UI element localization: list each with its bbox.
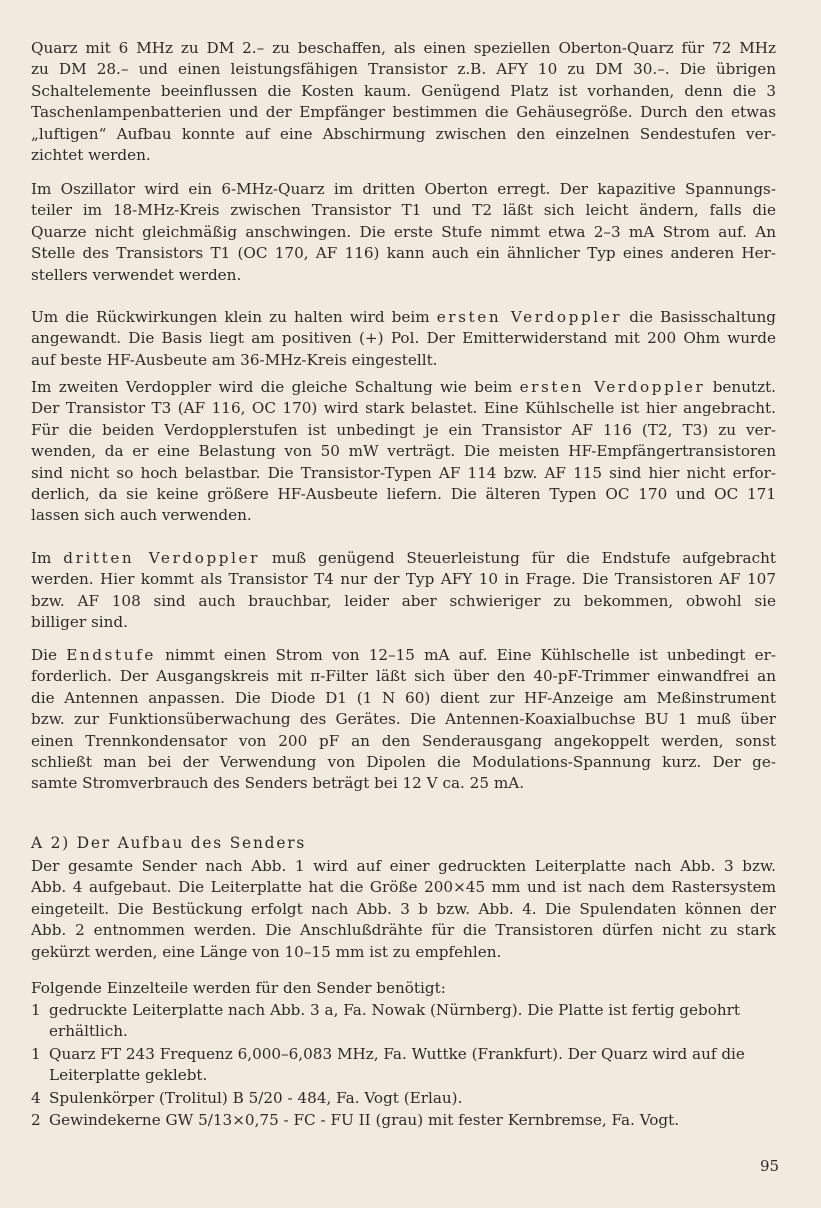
emphasis-text: dritten Verdoppler xyxy=(63,549,260,567)
emphasis-text: ersten Verdoppler xyxy=(436,308,623,326)
text-line: Gewindekerne GW 5/13×0,75 - FC - FU II (grau) mit fester Kernbremse, Fa. Vogt. xyxy=(49,1111,680,1129)
text-line: derlich, da sie keine größere HF-Ausbeute liefern. Die älteren Typen OC 170 und OC 171 xyxy=(31,485,776,504)
text-line: lassen sich auch verwenden. xyxy=(31,506,252,525)
list-quantity: 2 xyxy=(31,1111,41,1129)
text-line: bzw. AF 108 sind auch brauchbar, leider aber schwieriger zu bekommen, obwohl sie xyxy=(31,591,776,610)
text-line: zichtet werden. xyxy=(31,146,151,165)
text-line: erhältlich. xyxy=(49,1022,128,1041)
text-line: auf beste HF-Ausbeute am 36-MHz-Kreis eingestellt. xyxy=(31,350,438,369)
paragraph-final-stage xyxy=(31,645,776,795)
text-line: Der gesamte Sender nach Abb. 1 wird auf einer gedruckten Leiterplatte nach Abb. 3 bzw. xyxy=(31,857,776,875)
text-line: die Antennen anpassen. Die Diode D1 (1 N 60) dient zur HF-Anzeige am Meßinstrument xyxy=(31,688,776,707)
text-line: Für die beiden Verdopplerstufen ist unbedingt je ein Transistor AF 116 (T2, T3) zu ver- xyxy=(31,420,776,439)
paragraph-oscillator xyxy=(31,179,776,286)
text-line: werden. Hier kommt als Transistor T4 nur der Typ AFY 10 in Frage. Die Transistoren AF 107 xyxy=(31,570,776,589)
text-line: sind nicht so hoch belastbar. Die Transistor-Typen AF 114 bzw. AF 115 sind hier nicht erfor- xyxy=(31,463,776,482)
text-line: Spulenkörper (Trolitul) B 5/20 - 484, Fa. Vogt (Erlau). xyxy=(49,1089,463,1107)
text-line: billiger sind. xyxy=(31,613,128,632)
text-line: schließt man bei der Verwendung von Dipolen die Modulations-Spannung kurz. Der ge- xyxy=(31,753,776,772)
text-line: Im dritten Verdoppler muß genügend Steuerleistung für die Endstufe aufgebracht xyxy=(31,549,776,567)
text-line: „luftigen“ Aufbau konnte auf eine Abschirmung zwischen den einzelnen Sendestufen ver- xyxy=(31,124,776,143)
parts-intro xyxy=(31,978,776,999)
text-line: Taschenlampenbatterien und der Empfänger bestimmen die Gehäusegröße. Durch den etwas xyxy=(31,103,776,122)
text-line: bzw. zur Funktionsüberwachung des Gerätes. Die Antennen-Koaxialbuchse BU 1 muß über xyxy=(31,710,776,729)
paragraph-second-doubler xyxy=(31,377,776,527)
text-line: Leiterplatte geklebt. xyxy=(49,1066,208,1085)
text-line: Abb. 2 entnommen werden. Die Anschlußdrähte für die Transistoren dürfen nicht zu stark xyxy=(31,921,776,940)
text-line: Die Endstufe nimmt einen Strom von 12–15 mA auf. Eine Kühlschelle ist unbedingt er- xyxy=(31,646,776,664)
text-line: Quarz mit 6 MHz zu DM 2.– zu beschaffen, als einen speziellen Oberton-Quarz für 72 MHz xyxy=(31,39,776,57)
text-line: Um die Rückwirkungen klein zu halten wird beim ersten Verdoppler die Basisschaltung xyxy=(31,308,776,326)
text-line: stellers verwendet werden. xyxy=(31,265,242,284)
list-quantity: 1 xyxy=(31,1045,41,1063)
text-line: angewandt. Die Basis liegt am positiven (+) Pol. Der Emitterwiderstand mit 200 Ohm wurde xyxy=(31,329,776,348)
text-line: Quarze nicht gleichmäßig anschwingen. Die erste Stufe nimmt etwa 2–3 mA Strom auf. An xyxy=(31,222,776,241)
text-line: wenden, da er eine Belastung von 50 mW verträgt. Die meisten HF-Empfängertransistoren xyxy=(31,442,776,461)
text-line: Im zweiten Verdoppler wird die gleiche Schaltung wie beim ersten Verdoppler benutzt. xyxy=(31,378,776,396)
text-line: Der Transistor T3 (AF 116, OC 170) wird stark belastet. Eine Kühlschelle ist hier angebracht. xyxy=(31,399,776,418)
text-line: Stelle des Transistors T1 (OC 170, AF 116) kann auch ein ähnlicher Typ eines anderen Her- xyxy=(31,244,776,263)
emphasis-text: ersten Verdoppler xyxy=(519,378,706,396)
text-line: forderlich. Der Ausgangskreis mit π-Filter läßt sich über den 40-pF-Trimmer einwandfrei an xyxy=(31,667,776,686)
text-line: eingeteilt. Die Bestückung erfolgt nach Abb. 3 b bzw. Abb. 4. Die Spulendaten können der xyxy=(31,899,776,918)
emphasis-text: Endstufe xyxy=(66,646,156,664)
text-line: zu DM 28.– und einen leistungsfähigen Transistor z.B. AFY 10 zu DM 30.–. Die übrigen xyxy=(31,60,776,79)
text-line: gekürzt werden, eine Länge von 10–15 mm ist zu empfehlen. xyxy=(31,942,502,961)
page-number: 95 xyxy=(760,1157,780,1175)
text-line: samte Stromverbrauch des Senders beträgt bei 12 V ca. 25 mA. xyxy=(31,774,525,793)
text-line: Schaltelemente beeinflussen die Kosten kaum. Genügend Platz ist vorhanden, denn die 3 xyxy=(31,81,776,100)
paragraph-third-doubler xyxy=(31,548,776,634)
text-line: teiler im 18-MHz-Kreis zwischen Transistor T1 und T2 läßt sich leicht ändern, falls die xyxy=(31,201,776,220)
text-line: Folgende Einzelteile werden für den Sender benötigt: xyxy=(31,979,446,997)
section-heading: A 2) Der Aufbau des Senders xyxy=(31,834,307,852)
list-quantity: 4 xyxy=(31,1089,41,1107)
list-quantity: 1 xyxy=(31,1001,41,1019)
text-line: gedruckte Leiterplatte nach Abb. 3 a, Fa. Nowak (Nürnberg). Die Platte ist fertig gebohrt xyxy=(49,1001,740,1019)
text-line: Im Oszillator wird ein 6-MHz-Quarz im dritten Oberton erregt. Der kapazitive Spannungs- xyxy=(31,180,776,198)
paragraph-first-doubler xyxy=(31,307,776,371)
text-line: Quarz FT 243 Frequenz 6,000–6,083 MHz, Fa. Wuttke (Frankfurt). Der Quarz wird auf die xyxy=(49,1045,745,1063)
text-line: Abb. 4 aufgebaut. Die Leiterplatte hat die Größe 200×45 mm und ist nach dem Rastersystem xyxy=(31,878,776,897)
text-line: einen Trennkondensator von 200 pF an den Senderausgang angekoppelt werden, sonst xyxy=(31,731,776,750)
paragraph-cost xyxy=(31,38,776,166)
paragraph-assembly xyxy=(31,856,776,963)
